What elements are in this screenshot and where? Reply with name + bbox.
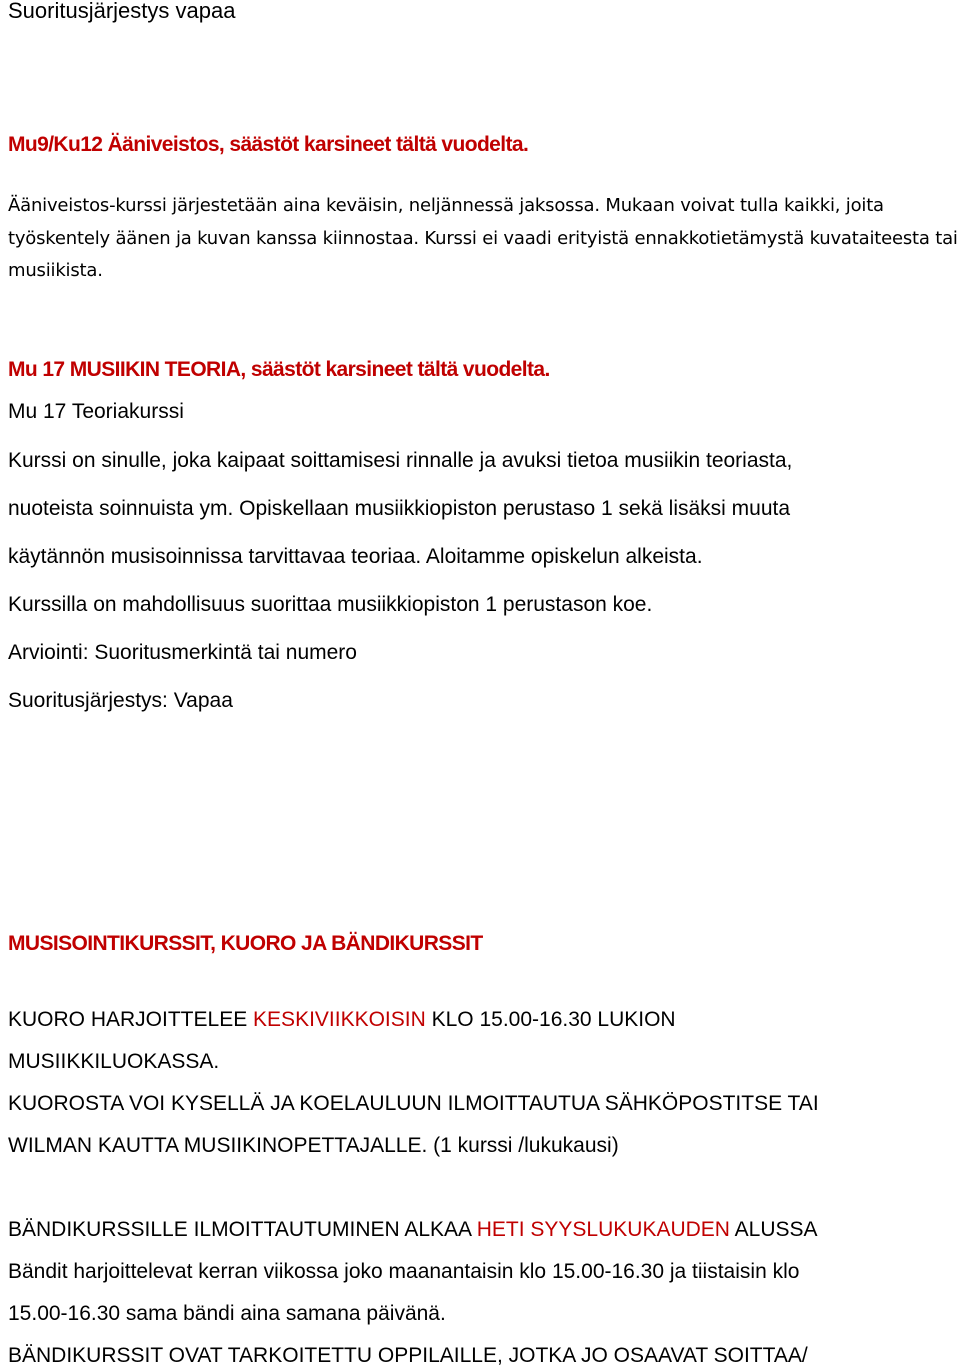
body-line: Kurssi on sinulle, joka kaipaat soittamisesi rinnalle ja avuksi tietoa musiikin teoriasta, bbox=[8, 449, 793, 472]
body-line: työskentely äänen ja kuvan kanssa kiinnostaa. Kurssi ei vaadi erityistä ennakkotietämystä kuvataiteesta tai bbox=[8, 228, 958, 249]
course-subtitle: Mu 17 Teoriakurssi bbox=[8, 400, 184, 423]
body-line: MUSIIKKILUOKASSA. bbox=[8, 1050, 220, 1073]
kuoro-day-highlight: KESKIVIIKKOISIN bbox=[253, 1008, 426, 1031]
evaluation-line: Arviointi: Suoritusmerkintä tai numero bbox=[8, 641, 357, 664]
body-line: 15.00-16.30 sama bändi aina samana päivänä. bbox=[8, 1302, 446, 1325]
body-line: Bändit harjoittelevat kerran viikossa joko maanantaisin klo 15.00-16.30 ja tiistaisin klo bbox=[8, 1260, 800, 1283]
bandi-start-highlight: HETI SYYSLUKUKAUDEN bbox=[476, 1218, 730, 1241]
bandi-text: ALUSSA bbox=[729, 1218, 818, 1241]
bandi-text: BÄNDIKURSSILLE ILMOITTAUTUMINEN ALKAA bbox=[8, 1218, 477, 1241]
bandi-registration-line bbox=[8, 1217, 818, 1243]
completion-order-line: Suoritusjärjestys: Vapaa bbox=[8, 689, 233, 712]
body-line: BÄNDIKURSSIT OVAT TARKOITETTU OPPILAILLE, JOTKA JO OSAAVAT SOITTAA/ bbox=[8, 1344, 808, 1367]
section-heading-musisointikurssit: MUSISOINTIKURSSIT, KUORO JA BÄNDIKURSSIT bbox=[8, 932, 483, 955]
body-line: Kurssilla on mahdollisuus suorittaa musiikkiopiston 1 perustason koe. bbox=[8, 593, 653, 616]
page-title: Suoritusjärjestys vapaa bbox=[8, 0, 236, 23]
body-line: musiikista. bbox=[8, 260, 103, 281]
body-line: KUOROSTA VOI KYSELLÄ JA KOELAULUUN ILMOITTAUTUA SÄHKÖPOSTITSE TAI bbox=[8, 1092, 819, 1115]
kuoro-text: KLO 15.00-16.30 LUKION bbox=[425, 1008, 676, 1031]
kuoro-text: KUORO HARJOITTELEE bbox=[8, 1008, 254, 1031]
section-heading-musiikin-teoria: Mu 17 MUSIIKIN TEORIA, säästöt karsineet tältä vuodelta. bbox=[8, 358, 550, 381]
body-line: WILMAN KAUTTA MUSIIKINOPETTAJALLE. (1 kurssi /lukukausi) bbox=[8, 1134, 619, 1157]
kuoro-schedule-line bbox=[8, 1007, 676, 1033]
section-heading-aaniveistos: Mu9/Ku12 Ääniveistos, säästöt karsineet tältä vuodelta. bbox=[8, 133, 529, 156]
body-line: käytännön musisoinnissa tarvittavaa teoriaa. Aloitamme opiskelun alkeista. bbox=[8, 545, 703, 568]
body-line: nuoteista soinnuista ym. Opiskellaan musiikkiopiston perustaso 1 sekä lisäksi muuta bbox=[8, 497, 791, 520]
body-line: Ääniveistos-kurssi järjestetään aina keväisin, neljännessä jaksossa. Mukaan voivat tulla kaikki, joita bbox=[8, 195, 884, 216]
